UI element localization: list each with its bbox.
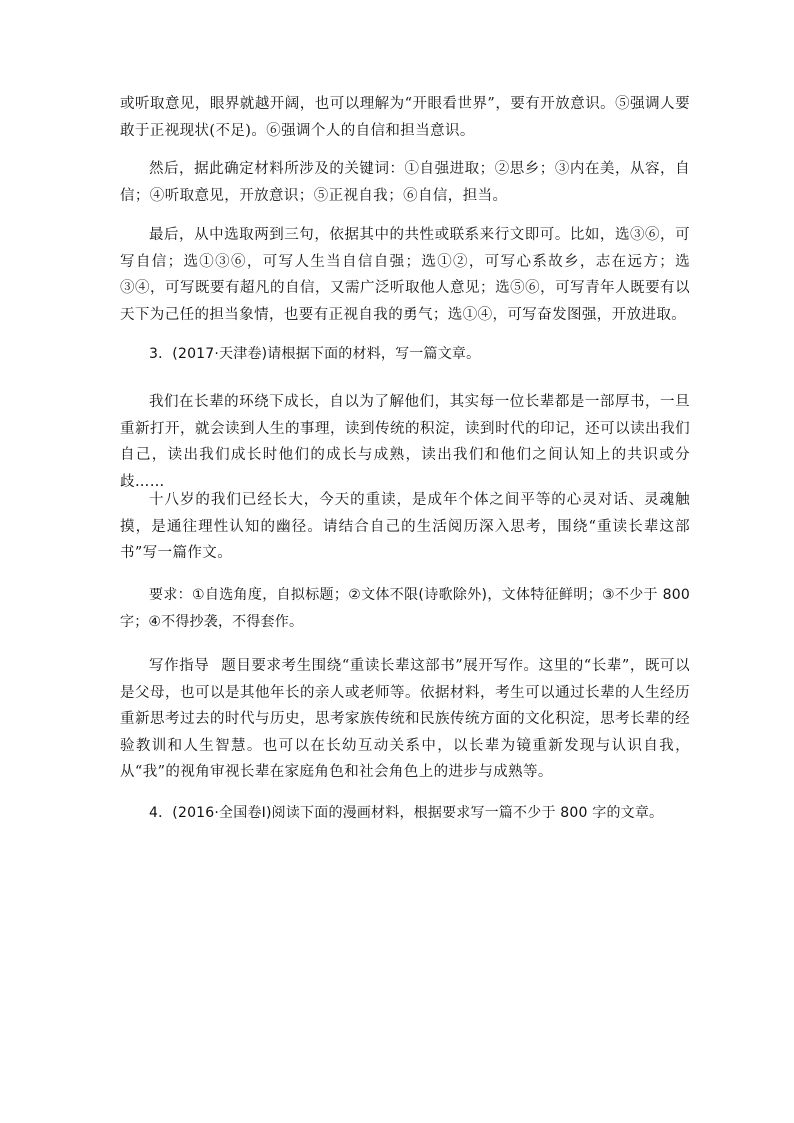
selection-paragraph: 最后，从中选取两到三句，依据其中的共性或联系来行文即可。比如，选③⑥，可写自信；选①③⑥，可写人生当自信自强；选①②，可写心系故乡，志在远方；选③④，可写既要有超凡的自信，又需广泛听取他人意见；选⑤⑥，可写青年人既要有以天下为己任的担当象情，也要有正视自我的勇气；选①④，可写奋发图强，开放进取。 bbox=[120, 227, 690, 323]
question-3-title: 3．(2017·天津卷)请根据下面的材料，写一篇文章。 bbox=[149, 346, 481, 362]
keywords-paragraph: 然后，据此确定材料所涉及的关键词：①自强进取；②思乡；③内在美，从容，自信；④听取意见，开放意识；⑤正视自我；⑥自信，担当。 bbox=[120, 161, 690, 204]
question-4-title: 4．(2016·全国卷Ⅰ)阅读下面的漫画材料，根据要求写一篇不少于 800 字的文章。 bbox=[149, 805, 664, 821]
question-3-material-1: 我们在长辈的环绕下成长，自以为了解他们，其实每一位长辈都是一部厚书，一旦重新打开，就会读到人生的事理，读到传统的积淀，读到时代的印记，还可以读出我们自己，读出我们成长时他们的成长与成熟，读出我们和他们之间认知上的共识或分歧…… bbox=[120, 394, 690, 490]
writing-guide-text: 题目要求考生围绕“重读长辈这部书”展开写作。这里的“长辈”，既可以是父母，也可以是其他年长的亲人或老师等。依据材料，考生可以通过长辈的人生经历重新思考过去的时代与历史，思考家族传统和民族传统方面的文化积淀，思考长辈的经验教训和人生智慧。也可以在长幼互动关系中，以长辈为镜重新发现与认识自我，从“我”的视角审视长辈在家庭角色和社会角色上的进步与成熟等。 bbox=[120, 658, 690, 780]
question-3-requirements: 要求：①自选角度，自拟标题；②文体不限(诗歌除外)，文体特征鲜明；③不少于 800 字；④不得抄袭，不得套作。 bbox=[120, 587, 690, 630]
question-3-writing-guide bbox=[120, 653, 690, 786]
question-3-material-2: 十八岁的我们已经长大，今天的重读，是成年个体之间平等的心灵对话、灵魂触摸，是通往理性认知的幽径。请结合自己的生活阅历深入思考，围绕“重读长辈这部书”写一篇作文。 bbox=[120, 492, 690, 561]
analysis-paragraph-continued: 或听取意见，眼界就越开阔，也可以理解为“开眼看世界”，要有开放意识。⑤强调人要敢于正视现状(不足)。⑥强调个人的自信和担当意识。 bbox=[120, 96, 690, 139]
writing-guide-label: 写作指导 bbox=[149, 658, 210, 674]
